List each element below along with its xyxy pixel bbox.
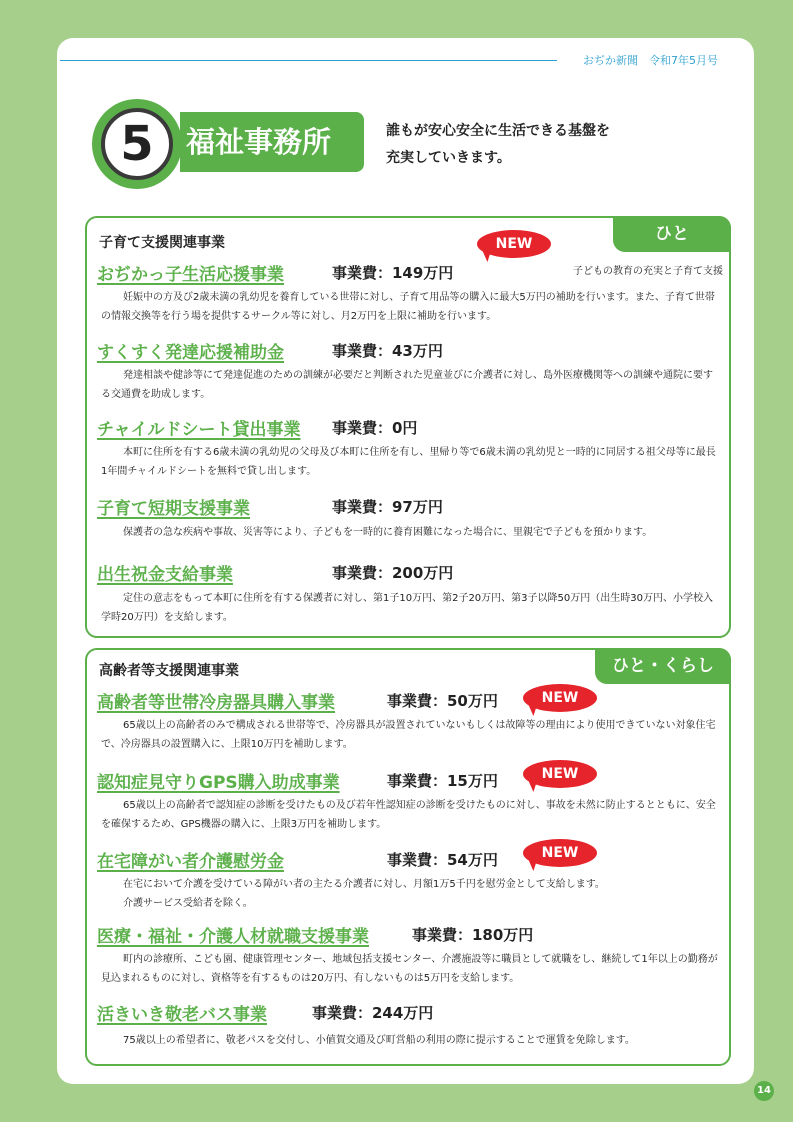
item-cost: 事業費：50万円 (387, 692, 498, 710)
item-cost: 事業費：180万円 (412, 926, 534, 944)
item-description: 保護者の急な疾病や事故、災害等により、子どもを一時的に養育困難になった場合に、里親宅で子どもを預かります。 (123, 527, 653, 538)
item-description: 65歳以上の高齢者のみで構成される世帯等で、冷房器具が設置されていないもしくは故障等の理由により使用できていない対象住宅で、冷房器具の設置購入に、上限10万円を補助します。 (101, 720, 716, 750)
item-cost: 事業費：43万円 (332, 342, 443, 360)
item-cost: 事業費：0円 (332, 419, 418, 437)
item-name: すくすく発達応援補助金 (97, 343, 284, 363)
item-name: 認知症見守りGPS購入助成事業 (97, 773, 340, 793)
item-description (101, 875, 721, 913)
newsletter-header: おぢか新聞 令和7年5月号 (583, 54, 718, 67)
item-cost: 事業費：97万円 (332, 498, 443, 516)
description-line: 在宅において介護を受けている障がい者の主たる介護者に対し、月額1万5千円を慰労金として支給します。 (123, 879, 605, 890)
item-name: 高齢者等世帯冷房器具購入事業 (97, 693, 335, 713)
item-description: 本町に住所を有する6歳未満の乳幼児の父母及び本町に住所を有し、里帰り等で6歳未満の乳幼児と一時的に同居する祖父母等に最長1年間チャイルドシートを無料で貸し出します。 (101, 447, 716, 477)
item-name: 出生祝金支給事業 (97, 565, 233, 585)
item-name: おぢかっ子生活応援事業 (97, 265, 284, 285)
intro-line: 充実していきます。 (386, 150, 511, 166)
new-badge: NEW (523, 839, 597, 867)
item-cost: 事業費：200万円 (332, 564, 454, 582)
category-subtitle: 子どもの教育の充実と子育て支援 (573, 266, 723, 277)
new-badge: NEW (523, 760, 597, 788)
item-description: 町内の診療所、こども園、健康管理センター、地域包括支援センター、介護施設等に職員として就職をし、継続して1年以上の勤務が見込まれるものに対し、資格等を有するものは20万円、有しないものは5万円を支給します。 (101, 954, 718, 984)
childcare-panel (85, 216, 731, 638)
category-tab: ひと・くらし (595, 648, 731, 684)
new-badge: NEW (477, 230, 551, 258)
item-name: 活きいき敬老バス事業 (97, 1005, 267, 1025)
item-cost: 事業費：149万円 (332, 264, 454, 282)
category-tab: ひと (613, 216, 731, 252)
item-name: 在宅障がい者介護慰労金 (97, 852, 284, 872)
section-title: 福祉事務所 (180, 112, 364, 172)
new-badge: NEW (523, 684, 597, 712)
item-description: 定住の意志をもって本町に住所を有する保護者に対し、第1子10万円、第2子20万円、第3子以降50万円（出生時30万円、小学校入学時20万円）を支給します。 (101, 593, 713, 623)
header-rule (60, 60, 557, 61)
panel-title: 高齢者等支援関連事業 (99, 663, 239, 679)
item-description: 発達相談や健診等にて発達促進のための訓練が必要だと判断された児童並びに介護者に対し、島外医療機関等への訓練や通院に要する交通費を助成します。 (101, 370, 713, 400)
intro-line: 誰もが安心安全に生活できる基盤を (386, 123, 610, 139)
page-number: 14 (754, 1081, 774, 1101)
description-line: 介護サービス受給者を除く。 (123, 898, 253, 909)
item-name: 医療・福祉・介護人材就職支援事業 (97, 927, 369, 947)
item-description: 65歳以上の高齢者で認知症の診断を受けたもの及び若年性認知症の診断を受けたものに対し、事故を未然に防止するとともに、安全を確保するため、GPS機器の購入に、上限3万円を補助します。 (101, 800, 716, 830)
item-description: 妊娠中の方及び2歳未満の乳幼児を養育している世帯に対し、子育て用品等の購入に最大5万円の補助を行います。また、子育て世帯の情報交換等を行う場を提供するサークル等に対し、月2万円を上限に補助を行います。 (101, 292, 715, 322)
section-intro (386, 118, 610, 172)
section-number: 5 (101, 108, 173, 180)
item-cost: 事業費：54万円 (387, 851, 498, 869)
item-name: 子育て短期支援事業 (97, 499, 250, 519)
panel-title: 子育て支援関連事業 (99, 235, 225, 251)
elderly-panel (85, 648, 731, 1066)
item-cost: 事業費：244万円 (312, 1004, 434, 1022)
item-name: チャイルドシート貸出事業 (97, 420, 301, 440)
item-cost: 事業費：15万円 (387, 772, 498, 790)
item-description: 75歳以上の希望者に、敬老パスを交付し、小値賀交通及び町営船の利用の際に提示することで運賃を免除します。 (123, 1035, 635, 1046)
